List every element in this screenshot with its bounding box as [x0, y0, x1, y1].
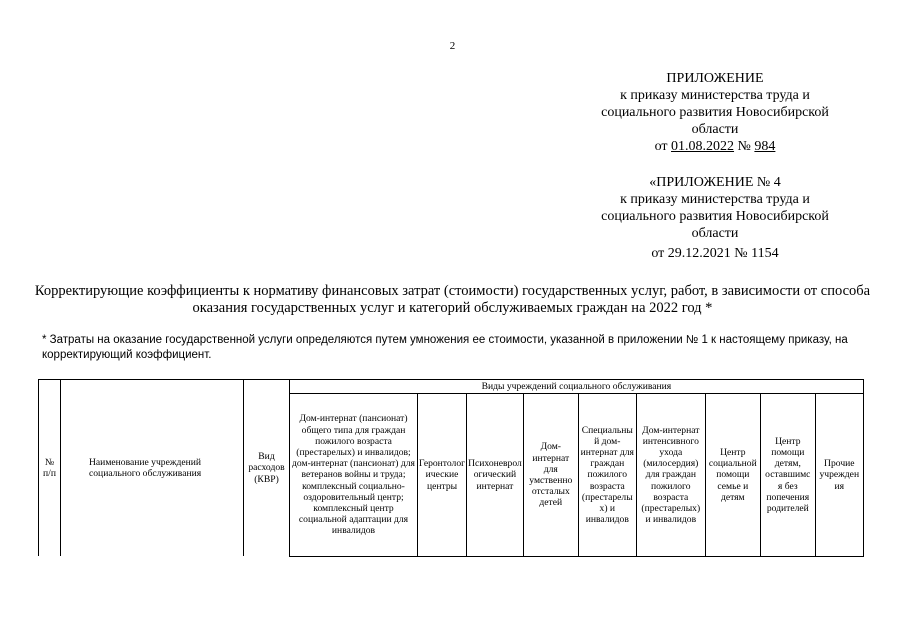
order-date: 01.08.2022: [671, 139, 735, 154]
date-prefix: от: [654, 139, 668, 154]
header-other-institutions: Прочие учрежден ия: [815, 394, 863, 556]
header-children-help-center: Центр помощи детям, оставшимс я без попечения родителей: [760, 394, 815, 556]
header-institution-name: Наименование учреждений социального обслуживания: [61, 380, 244, 557]
appendix-line: области: [691, 122, 739, 137]
appendix-line: социального развития Новосибирской: [601, 105, 829, 120]
header-boarding-house-general: Дом-интернат (пансионат) общего типа для граждан пожилого возраста (престарелых) и инвалидов; дом-интернат (пансионат) для ветеранов войны и труда; комплексный социально-оздоровительный центр; комплексный центр социальной адаптации для инвалидов: [290, 394, 418, 556]
order-number: 984: [754, 139, 776, 154]
header-psychoneurological: Психоневрол огический интернат: [467, 394, 524, 556]
header-family-center: Центр социальной помощи семье и детям: [705, 394, 760, 556]
appendix-header-original: [580, 174, 850, 262]
number-sign: №: [737, 139, 751, 154]
appendix-header-current: [580, 70, 850, 155]
header-intensive-care: Дом-интернат интенсивного ухода (милосердия) для граждан пожилого возраста (престарелых) и инвалидов: [636, 394, 705, 556]
appendix-line: социального развития Новосибирской: [601, 209, 829, 224]
appendix-title: ПРИЛОЖЕНИЕ: [666, 71, 764, 86]
header-special-boarding: Специальны й дом-интернат для граждан пожилого возраста (престарелы х) и инвалидов: [578, 394, 636, 556]
appendix-line: области: [691, 226, 739, 241]
header-children-boarding: Дом-интернат для умственно отсталых детей: [523, 394, 578, 556]
header-expense-type: Вид расходов (КВР): [244, 380, 290, 557]
coefficients-table: [38, 379, 864, 557]
header-number: № п/п: [39, 380, 61, 557]
appendix-line: к приказу министерства труда и: [620, 192, 810, 207]
appendix-date-line: [580, 138, 850, 155]
appendix-date-line: от 29.12.2021 № 1154: [651, 246, 779, 261]
appendix-title: «ПРИЛОЖЕНИЕ № 4: [649, 175, 781, 190]
header-institution-types: Виды учреждений социального обслуживания: [290, 380, 864, 394]
appendix-line: к приказу министерства труда и: [620, 88, 810, 103]
page-number: 2: [449, 40, 456, 52]
document-title: Корректирующие коэффициенты к нормативу финансовых затрат (стоимости) государственных услуг, работ, в зависимости от способа оказания государственных услуг и категорий обслуживаемых граждан на 2022 год *: [34, 283, 871, 316]
header-gerontology-centers: Геронтолог ические центры: [418, 394, 467, 556]
footnote: * Затраты на оказание государственной услуги определяются путем умножения ее стоимости, указанной в приложении № 1 к настоящему приказу, на корректирующий коэффициент.: [42, 334, 848, 361]
